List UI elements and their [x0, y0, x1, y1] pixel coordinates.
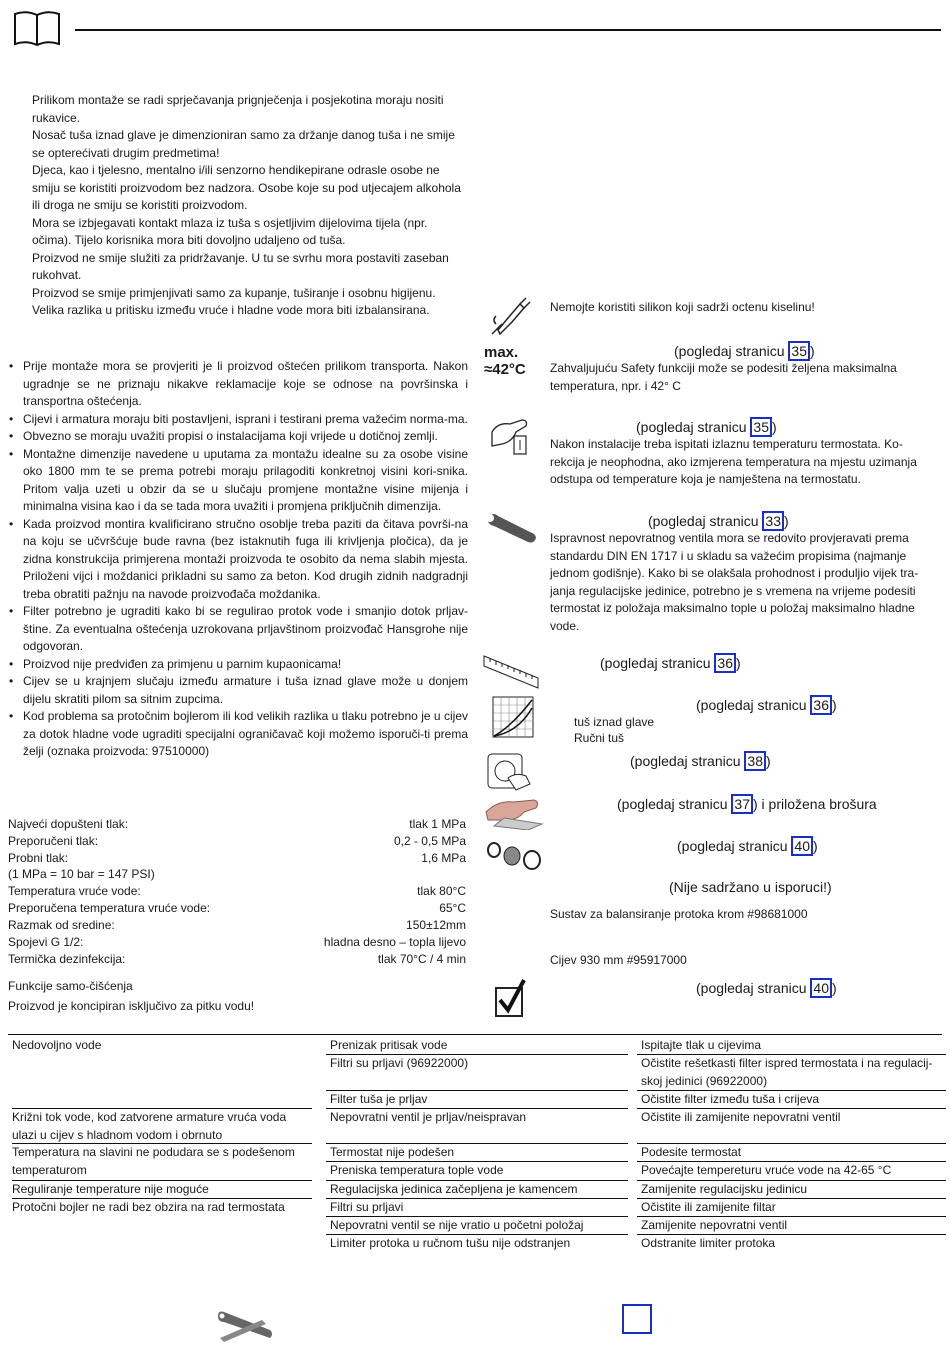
page-number[interactable]: 35 [750, 417, 772, 437]
safety-paragraph: Nosač tuša iznad glave je dimenzioniran samo za držanje danog tuša i ne smije se opterećivati drugim predmetima! [32, 128, 455, 160]
spec-row [8, 866, 466, 884]
spec-row [8, 833, 466, 851]
spare-parts-icon [486, 838, 542, 872]
page-reference-test-mark: (pogledaj stranicu 40 ) [696, 980, 837, 996]
spec-label: (1 MPa = 10 bar = 147 PSI) [8, 867, 155, 881]
page-number[interactable]: 36 [810, 695, 832, 715]
safety-paragraph: Proizvod ne smije služiti za pridržavanje. U tu se svrhu mora postaviti zaseban rukohvat. [32, 250, 449, 282]
page-reference-calibration: (pogledaj stranicu 35 ) [636, 419, 777, 435]
cause-cell: Prenizak pritisak vode [330, 1038, 448, 1052]
page-number[interactable]: 38 [744, 751, 766, 771]
self-cleaning-note: Funkcije samo-čišćenja [8, 979, 133, 993]
fix-cell: Povećajte tempereturu vruće vode na 42-65 °C [637, 1161, 946, 1180]
fix-cell: Zamijenite nepovratni ventil [637, 1216, 946, 1235]
cleaning-hand-icon [484, 794, 544, 830]
spec-value: tlak 70°C / 4 min [377, 952, 466, 966]
spec-label: Temperatura vruće vode: [8, 884, 141, 898]
spec-value: tlak 80°C [417, 884, 466, 898]
header-rule [75, 29, 941, 31]
fix-cell: Odstranite limiter protoka [637, 1234, 946, 1253]
page-reference-cleaning: (pogledaj stranicu 37 ) i priložena brošura [617, 796, 877, 812]
installation-note: • Kada proizvod montira kvalificirano stručno osoblje treba paziti da čitava površi-na na koju se učvršćuje bude ravna (bez istaknutih fuga ili krivljenja pločica), da je zidna konstrukcija primjerena montaži proizvoda te osobito da nema slabih mjesta. Priloženi vijci i moždanici prikladni su samo za beton. Kod drugih zidnih nadgradnji treba obratiti pažnju na navode proizvođača moždanika. [8, 516, 468, 604]
book-icon [13, 10, 61, 48]
spec-row [8, 816, 466, 834]
fix-cell: Podesite termostat [637, 1143, 946, 1162]
installation-note: • Prije montaže mora se provjeriti je li proizvod oštećen prilikom transporta. Nakon ugradnje se ne priznaju nikakve reklamacije koje se odnose na površinska i transportna oštećenja. [8, 358, 468, 411]
spec-row [8, 883, 466, 901]
wrench-icon [484, 510, 540, 546]
silicone-gun-icon [488, 294, 532, 338]
spec-value: 0,2 - 0,5 MPa [393, 834, 466, 848]
page-reference-spare-parts: (pogledaj stranicu 40 ) [677, 838, 818, 854]
safety-paragraph: Prilikom montaže se radi sprječavanja prignječenja i posjekotina moraju nositi rukavice. [32, 93, 444, 125]
spec-value: tlak 1 MPa [409, 817, 466, 831]
cause-cell: Preniska temperatura tople vode [326, 1161, 628, 1180]
accessory-item: Cijev 930 mm #95917000 [550, 953, 687, 967]
spec-value: hladna desno – topla lijevo [323, 935, 466, 949]
page-number[interactable]: 36 [714, 653, 736, 673]
installation-note: • Montažne dimenzije navedene u uputama za montažu idealne su za osobe visine oko 1800 mm te se prema potrebi moraju prilagoditi konkretnoj visini kori-snika. Pritom valja uzeti u obzir da se u slučaju promjene montažne visine mijenja i minimalna visina kao i da se tada mora uvažiti i promjena priključnih dimenzija. [8, 446, 468, 516]
fix-cell: Očistite ili zamijenite filtar [637, 1198, 946, 1217]
cause-cell: Nepovratni ventil se nije vratio u početni položaj [326, 1216, 628, 1235]
page-number[interactable]: 40 [791, 836, 813, 856]
maintenance-text: Ispravnost nepovratnog ventila mora se redovito provjeravati prema standardu DIN EN 1717 i u skladu sa važećim propisima (najmanje jednom godišnje). Kako bi se olakšala prohodnost i produljio vijek tra-janja regulacijske jedinice, potrebno je s vremena na vrijeme podesiti termostat iz položaja maksimalno tople u položaj maksimalno hladne vode. [550, 531, 919, 633]
installation-note: • Filter potrebno je ugraditi kako bi se regulirao protok vode i smanjio dotok prljav-štine. Za eventualna oštećenja uzrokovana prljavštinom proizvođač Hansgrohe nije odgovoran. [8, 603, 468, 656]
cause-cell: Regulacijska jedinica začepljena je kamencem [326, 1180, 628, 1199]
fault-cell: Nedovoljno vode [12, 1038, 102, 1052]
safety-paragraph: Velika razlika u pritisku između vruće i hladne vode mora biti izbalansirana. [32, 303, 430, 317]
spec-value: 150±12mm [406, 918, 466, 932]
page-reference-operation: (pogledaj stranicu 38 ) [630, 753, 771, 769]
installation-note: • Kod problema sa protočnim bojlerom ili kod velikih razlika u tlaku potrebno je u cijev za dotok hladne vode ugraditi specijalni ograničavač koji možemo isporuči-ti prema želji (oznaka proizvoda: 97510000) [8, 708, 468, 761]
cause-cell: Filter tuša je prljav [326, 1090, 628, 1109]
fix-cell: Očistite filter između tuša i crijeva [637, 1090, 946, 1109]
spec-label: Termička dezinfekcija: [8, 952, 126, 966]
safety-paragraph: Proizvod se smije primjenjivati samo za kupanje, tuširanje i osobnu higijenu. [32, 285, 436, 300]
fault-cell: Temperatura na slavini ne podudara se s podešenom temperaturom [12, 1143, 312, 1179]
spec-label: Najveći dopušteni tlak: [8, 817, 129, 831]
page-number[interactable]: 40 [810, 978, 832, 998]
spec-value: 65°C [439, 901, 466, 915]
spec-value: 1,6 MPa [421, 851, 466, 865]
installation-note: • Cijev se u krajnjem slučaju između armature i tuša iznad glave može u donjem dijelu skratiti pilom sa sitnim zupcima. [8, 673, 468, 708]
spec-label: Preporučeni tlak: [8, 834, 99, 848]
not-included-title: (Nije sadržano u isporuci!) [669, 879, 832, 895]
spec-label: Razmak od sredine: [8, 918, 115, 932]
calibration-text: Nakon instalacije treba ispitati izlaznu temperaturu termostata. Ko-rekcija je neophodna, ako izmjerena temperatura na mjestu uzimanja odstupa od temperature koja je namještena na termostatu. [550, 437, 917, 486]
spec-label: Probni tlak: [8, 851, 69, 865]
max-temp-label: max. [484, 344, 519, 361]
spec-row [8, 900, 466, 918]
installation-note: • Cijevi i armatura moraju biti postavljeni, isprani i testirani prema važećim norma-ma. [8, 411, 468, 429]
safety-function-text: Zahvaljujuću Safety funkciji može se podesiti željena maksimalna temperatura, npr. i 42° C [550, 361, 897, 393]
flow-label-overhead: tuš iznad glave [574, 715, 655, 729]
spec-label: Preporučena temperatura vruće vode: [8, 901, 211, 915]
spec-label: Spojevi G 1/2: [8, 935, 84, 949]
spec-row [8, 934, 466, 952]
thermometer-hand-icon [488, 412, 536, 458]
spec-row [8, 917, 466, 935]
checkmark-icon [494, 978, 526, 1018]
fault-cell: Reguliranje temperature nije moguće [12, 1180, 312, 1199]
cause-cell: Nepovratni ventil je prljav/neispravan [326, 1108, 628, 1127]
flow-label-hand-shower: Ručni tuš [574, 731, 625, 745]
fault-cell: Protočni bojler ne radi bez obzira na rad termostata [12, 1198, 312, 1217]
fix-cell: Očistite ili zamijenite nepovratni ventil [637, 1108, 946, 1127]
spec-row [8, 850, 466, 868]
tools-icon [216, 1308, 274, 1346]
fix-cell: Očistite rešetkasti filter ispred termostata i na regulacij-skoj jedinici (96922000) [637, 1054, 946, 1090]
cause-cell: Filtri su prljavi (96922000) [326, 1054, 628, 1073]
installation-note: • Obvezno se moraju uvažiti propisi o instalacijama koji vrijede u dotičnoj zemlji. [8, 428, 468, 446]
page-number[interactable]: 35 [788, 341, 810, 361]
page-reference-flow: (pogledaj stranicu 36 ) [696, 697, 837, 713]
safety-paragraph: Djeca, kao i tjelesno, mentalno i/ili senzorno hendikepirane odrasle osobe ne smiju se koristiti proizvodom bez nadzora. Osobe koje su pod utjecajem alkohola ili droga ne smiju se koristiti proizvodom. [32, 163, 461, 212]
troubleshooting-table [8, 1034, 942, 1250]
silicone-warning: Nemojte koristiti silikon koji sadrži octenu kiselinu! [550, 300, 815, 314]
page-reference-dimensions: (pogledaj stranicu 36 ) [600, 655, 741, 671]
ruler-icon [482, 652, 540, 692]
spec-row [8, 951, 466, 969]
drinking-water-note: Proizvod je koncipiran isključivo za pitku vodu! [8, 999, 255, 1013]
cause-cell: Limiter protoka u ručnom tušu nije odstranjen [326, 1234, 628, 1253]
thermostat-operation-icon [486, 748, 534, 792]
page-number[interactable]: 33 [762, 511, 784, 531]
flow-diagram-icon [492, 696, 534, 738]
page-link-box[interactable] [622, 1304, 652, 1334]
max-temp-value: ≈42°C [484, 361, 526, 378]
safety-paragraph: Mora se izbjegavati kontakt mlaza iz tuša s osjetljivim dijelovima tijela (npr. očima). Tijelo korisnika mora biti dovoljno udaljeno od tuša. [32, 215, 428, 247]
fault-cell: Križni tok vode, kod zatvorene armature vruća voda ulazi u cijev s hladnom vodom i obrnuto [12, 1108, 312, 1144]
cause-cell: Termostat nije podešen [326, 1143, 628, 1162]
page-reference-safety: (pogledaj stranicu 35 ) [674, 343, 815, 359]
safety-notes [32, 92, 462, 320]
accessory-item: Sustav za balansiranje protoka krom #98681000 [550, 907, 808, 921]
page-number[interactable]: 37 [731, 794, 753, 814]
cause-cell: Filtri su prljavi [326, 1198, 628, 1217]
fix-cell: Zamijenite regulacijsku jedinicu [637, 1180, 946, 1199]
installation-notes [8, 358, 468, 761]
fix-cell: Ispitajte tlak u cijevima [641, 1038, 762, 1052]
page-reference-maintenance: (pogledaj stranicu 33 ) [648, 513, 789, 529]
installation-note: • Proizvod nije predviđen za primjenu u parnim kupaonicama! [8, 656, 468, 674]
